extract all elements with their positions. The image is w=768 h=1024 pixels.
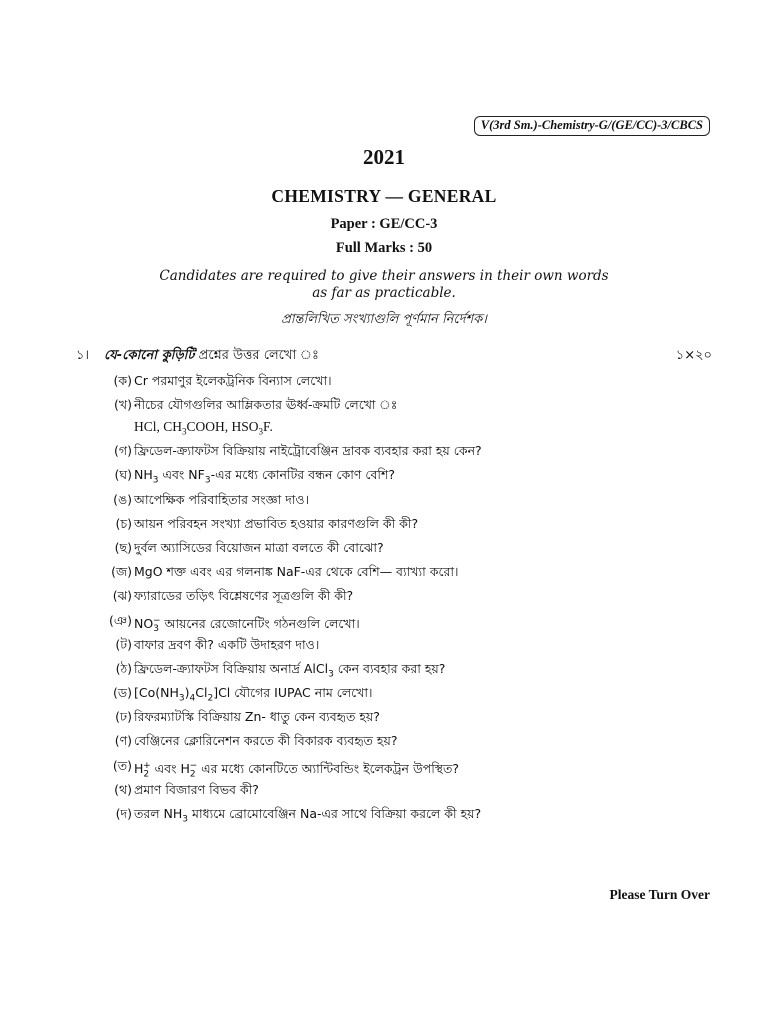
instruction-line-1: Candidates are required to give their answers in their own words — [159, 268, 609, 284]
item-text: ফ্যারাডের তড়িৎ বিশ্লেষণের সূত্রগুলি কী কী? — [134, 588, 354, 604]
list-item — [96, 660, 696, 684]
item-label: (ড) — [113, 685, 132, 701]
item-text: $[Co(NH_3)_4Cl_2]Cl$ যৌগের IUPAC নাম লেখো। — [134, 685, 373, 704]
full-marks: Full Marks : 50 — [335, 240, 433, 256]
marks-note: প্রান্তলিখিত সংখ্যাগুলি পূর্ণমান নির্দেশক। — [281, 312, 487, 327]
item-text: $H_2^+$ এবং $H_2^-$ এর মধ্যে কোনটিতে অ্যান্টিবন্ডিং ইলেকট্রন উপস্থিত? — [134, 760, 460, 780]
question-number: ১। — [76, 348, 90, 363]
item-label: (থ) — [114, 781, 132, 797]
item-label: (ঙ) — [113, 491, 132, 507]
item-label: (গ) — [114, 443, 132, 459]
list-item — [96, 372, 696, 396]
paper-code-line: Paper : GE/CC-3 — [330, 216, 438, 232]
item-label: (ঠ) — [115, 660, 132, 676]
item-text: দুর্বল অ্যাসিডের বিয়োজন মাত্রা বলতে কী বোঝো? — [134, 539, 384, 555]
item-label: (ঘ) — [114, 467, 132, 483]
item-text: তরল $NH_3$ মাধ্যমে ব্রোমোবেঞ্জিন Na-এর সাথে বিক্রিয়া করলে কী হয়? — [134, 806, 482, 825]
item-text: MgO শক্ত এবং এর গলনাঙ্ক NaF-এর থেকে বেশি— ব্যাখ্যা করো। — [134, 564, 459, 580]
item-label: (জ) — [111, 564, 132, 580]
list-item — [96, 587, 696, 611]
instruction-line-2: as far as practicable. — [312, 285, 456, 301]
item-formula: HCl, $CH_3COOH$, $HSO_3F$. — [134, 419, 273, 437]
item-label: (ঢ) — [115, 709, 132, 725]
item-text: আপেক্ষিক পরিবাহিতার সংজ্ঞা দাও। — [134, 491, 310, 507]
list-item — [96, 805, 696, 829]
item-text: বেঞ্জিনের ক্লোরিনেশন করতে কী বিকারক ব্যবহৃত হয়? — [134, 733, 398, 749]
item-label: (ত) — [112, 757, 132, 773]
item-label: (খ) — [114, 397, 132, 413]
item-label: (ঝ) — [112, 588, 132, 604]
item-label: (ছ) — [114, 539, 132, 555]
list-item — [96, 515, 696, 539]
list-item — [96, 442, 696, 466]
list-item — [96, 781, 696, 805]
item-text: আয়ন পরিবহন সংখ্যা প্রভাবিত হওয়ার কারণগুলি কী কী? — [134, 515, 419, 531]
item-label: (দ) — [115, 806, 132, 821]
item-label: (ঞ) — [109, 612, 132, 628]
list-item — [96, 539, 696, 563]
item-text: নীচের যৌগগুলির আম্লিকতার ঊর্ধ্ব-ক্রমটি লেখো ঃ — [134, 397, 398, 413]
item-text: প্রমাণ বিজারণ বিভব কী? — [134, 781, 259, 797]
item-label: (ট) — [115, 636, 132, 652]
paper-code: V(3rd Sm.)-Chemistry-G/(GE/CC)-3/CBCS — [474, 116, 710, 136]
instructions — [0, 268, 768, 302]
item-text: ফ্রিডেল-ক্র্যাফটস বিক্রিয়ায় অনার্দ্র AlCl$_3$ কেন ব্যবহার করা হয়? — [134, 660, 446, 680]
question-marks: ১×২০ — [675, 348, 712, 363]
question-items — [96, 372, 696, 829]
subject-title: CHEMISTRY — GENERAL — [271, 186, 497, 206]
list-item — [96, 612, 696, 636]
item-label: (ণ) — [114, 733, 132, 749]
item-text: রিফরম্যাটস্কি বিক্রিয়ায় Zn- ধাতু কেন ব্যবহৃত হয়? — [134, 709, 380, 725]
list-item — [96, 732, 696, 756]
list-item — [96, 757, 696, 781]
item-label: (চ) — [115, 515, 132, 531]
list-item — [96, 466, 696, 490]
question-emphasis: যে-কোনো কুড়িটি — [104, 348, 195, 363]
list-item — [96, 708, 696, 732]
item-text: Cr পরমাণুর ইলেকট্রনিক বিন্যাস লেখো। — [134, 373, 332, 388]
list-item — [96, 491, 696, 515]
item-text: $NO_3^-$ আয়নের রেজোনেটিং গঠনগুলি লেখো। — [134, 615, 360, 635]
list-item — [96, 636, 696, 660]
exam-year: 2021 — [363, 145, 405, 169]
list-item — [96, 684, 696, 708]
item-text: বাফার দ্রবণ কী? একটি উদাহরণ দাও। — [134, 636, 320, 652]
please-turn-over: Please Turn Over — [609, 887, 710, 902]
list-item — [96, 396, 696, 442]
list-item — [96, 563, 696, 587]
item-text: ফ্রিডেল-ক্র্যাফটস বিক্রিয়ায় নাইট্রোবেঞ্জিন দ্রাবক ব্যবহার করা হয় কেন? — [134, 443, 482, 459]
question-text-rest: প্রশ্নের উত্তর লেখো ঃ — [194, 348, 319, 363]
item-text: $NH_3$ এবং $NF_3-এর$ মধ্যে কোনটির বন্ধন কোণ বেশি? — [134, 467, 396, 486]
item-label: (ক) — [113, 373, 132, 388]
question-text — [104, 346, 319, 367]
